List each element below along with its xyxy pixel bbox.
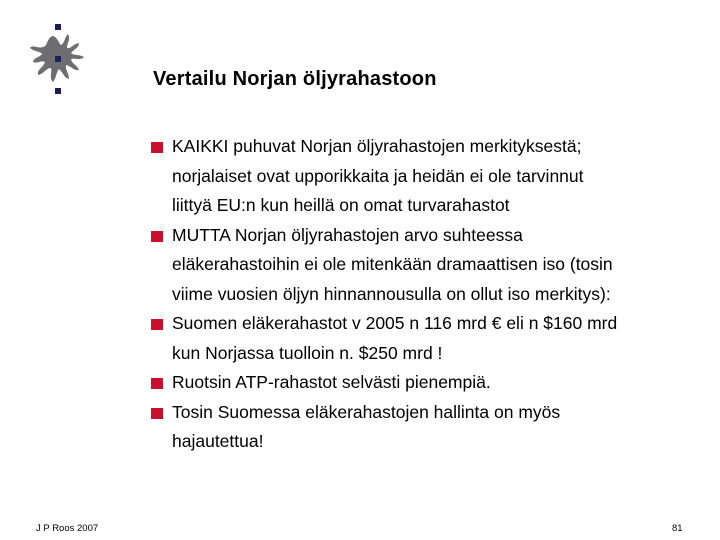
bullet-line: norjalaiset ovat upporikkaita ja heidän ei ole tarvinnut bbox=[172, 165, 584, 186]
square-bullet-icon bbox=[151, 408, 163, 419]
bullet-line: Ruotsin ATP-rahastot selvästi pienempiä. bbox=[172, 372, 491, 392]
page-number: 81 bbox=[672, 523, 683, 534]
bullet-line: eläkerahastoihin ei ole mitenkään dramaattisen iso (tosin bbox=[172, 254, 613, 274]
bullet-item bbox=[148, 132, 693, 221]
bullet-item bbox=[148, 368, 693, 398]
bullet-item bbox=[148, 309, 693, 368]
bullet-line: Tosin Suomessa eläkerahastojen hallinta on myös bbox=[172, 401, 561, 422]
square-bullet-icon bbox=[151, 142, 163, 153]
bullet-line: hajautettua! bbox=[172, 431, 264, 451]
bullet-line: liittyä EU:n kun heillä on omat turvarahastot bbox=[172, 195, 510, 215]
footer-author: J P Roos 2007 bbox=[36, 523, 99, 534]
bullet-list bbox=[148, 132, 693, 457]
slide-title: Vertailu Norjan öljyrahastoon bbox=[153, 68, 437, 90]
square-bullet-icon bbox=[151, 319, 163, 330]
bullet-line: KAIKKI puhuvat Norjan öljyrahastojen merkityksestä; bbox=[172, 136, 582, 156]
bullet-item bbox=[148, 398, 693, 457]
square-bullet-icon bbox=[151, 231, 163, 242]
square-bullet-icon bbox=[151, 378, 163, 389]
bullet-line: Suomen eläkerahastot v 2005 n 116 mrd € eli n $160 mrd bbox=[172, 313, 618, 333]
university-logo-icon bbox=[22, 22, 94, 98]
bullet-line: viime vuosien öljyn hinnannousulla on ollut iso merkitys): bbox=[172, 283, 611, 304]
bullet-item bbox=[148, 221, 693, 310]
bullet-line: MUTTA Norjan öljyrahastojen arvo suhteessa bbox=[172, 224, 523, 245]
bullet-line: kun Norjassa tuolloin n. $250 mrd ! bbox=[172, 342, 443, 363]
